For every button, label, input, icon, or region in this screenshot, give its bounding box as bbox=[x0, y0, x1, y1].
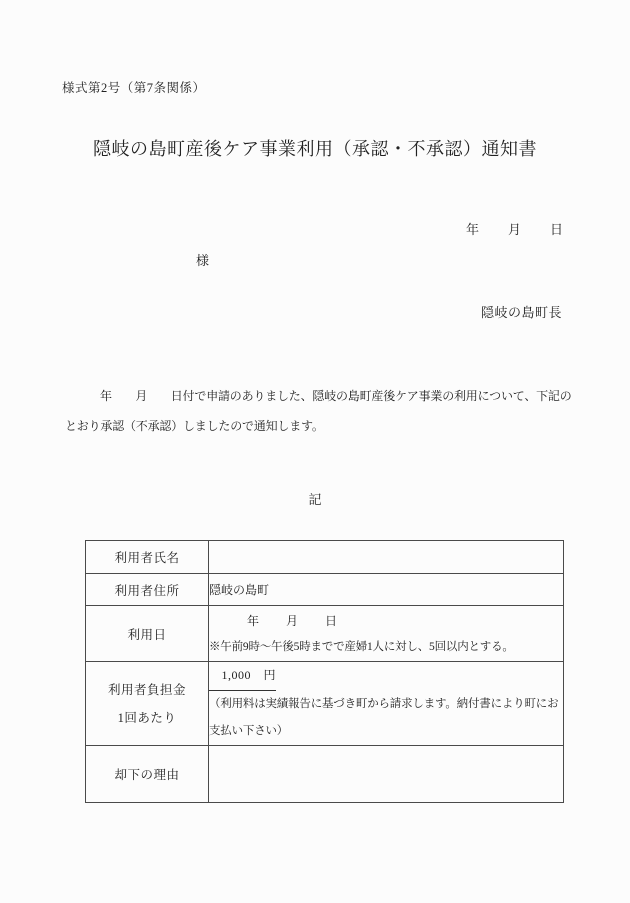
user-name-value-cell bbox=[209, 541, 564, 574]
table-row-user-address bbox=[86, 574, 564, 606]
issue-date-line: 年 月 日 bbox=[465, 222, 564, 237]
use-date-value-cell bbox=[209, 606, 564, 662]
table-row-rejection-reason bbox=[86, 746, 564, 803]
sender-title: 隠岐の島町長 bbox=[480, 305, 562, 320]
rejection-reason-label-cell: 却下の理由 bbox=[86, 746, 209, 803]
use-date-label-cell: 利用日 bbox=[86, 606, 209, 662]
copayment-amount: 1,000 円 bbox=[209, 662, 276, 691]
form-number: 様式第2号（第7条関係） bbox=[62, 81, 206, 95]
notification-table bbox=[85, 540, 564, 803]
copayment-amount-line bbox=[209, 662, 563, 691]
body-paragraph bbox=[65, 381, 575, 441]
user-name-label-cell: 利用者氏名 bbox=[86, 541, 209, 574]
use-date-blank-line: 年 月 日 bbox=[247, 613, 339, 628]
table-row-user-name bbox=[86, 541, 564, 574]
document-title: 隠岐の島町産後ケア事業利用（承認・不承認）通知書 bbox=[93, 139, 537, 159]
copayment-note-line-2: 支払い下さい） bbox=[209, 725, 289, 737]
use-date-note: ※午前9時～午後5時までで産婦1人に対し、5回以内とする。 bbox=[209, 640, 514, 653]
body-line-1: 年 月 日付で申請のありました、隠岐の島町産後ケア事業の利用について、下記の bbox=[100, 389, 572, 403]
rejection-reason-value-cell bbox=[209, 746, 564, 803]
user-address-label-cell: 利用者住所 bbox=[86, 574, 209, 606]
body-line-2: とおり承認（不承認）しましたので通知します。 bbox=[65, 419, 324, 433]
user-address-value-cell: 隠岐の島町 bbox=[209, 574, 564, 606]
table-row-copayment bbox=[86, 662, 564, 746]
copayment-label-line-2: 1回あたり bbox=[117, 710, 177, 725]
addressee-honorific: 様 bbox=[196, 253, 210, 268]
table-row-use-date bbox=[86, 606, 564, 662]
copayment-label-cell bbox=[86, 662, 209, 746]
copayment-value-cell bbox=[209, 662, 564, 746]
copayment-label-line-1: 利用者負担金 bbox=[107, 682, 186, 697]
copayment-note-line-1: （利用料は実績報告に基づき町から請求します。納付書により町にお bbox=[209, 698, 559, 710]
section-mark: 記 bbox=[308, 492, 322, 507]
